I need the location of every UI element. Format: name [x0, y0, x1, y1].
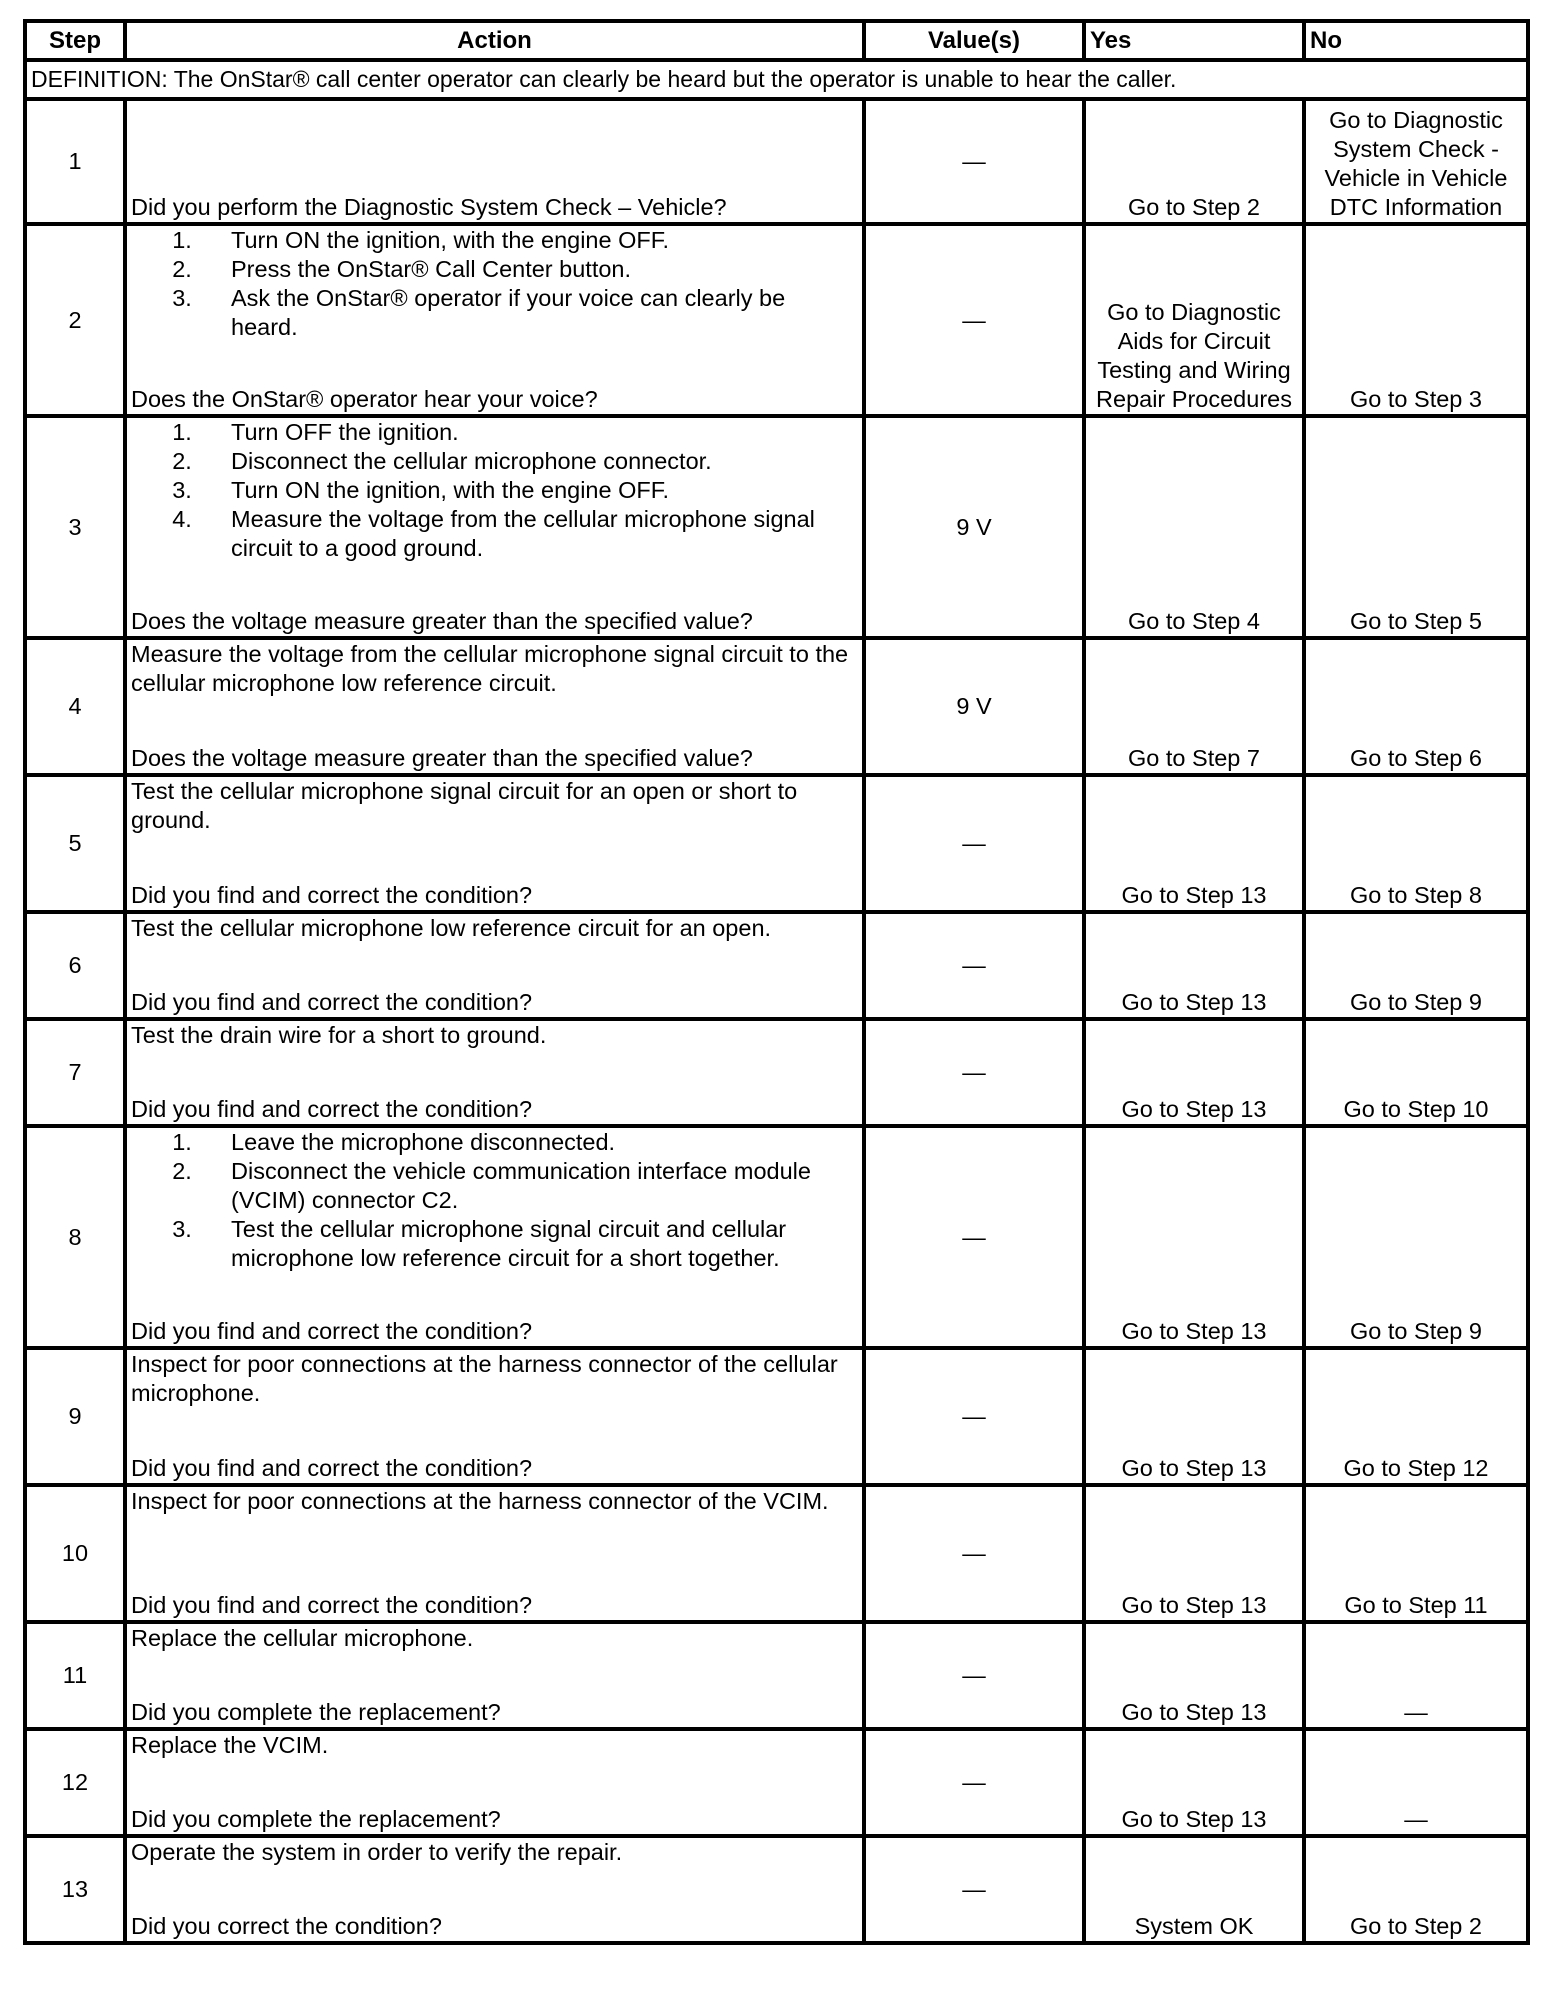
- value-cell: 9 V: [864, 638, 1084, 775]
- yes-cell: Go to Step 13: [1084, 912, 1304, 1019]
- value-cell: —: [864, 1729, 1084, 1836]
- action-question: Did you complete the replacement?: [131, 1806, 501, 1832]
- action-cell: [125, 1348, 864, 1485]
- action-instructions: [131, 640, 858, 698]
- yes-cell: Go to Step 13: [1084, 1729, 1304, 1836]
- table-row: [25, 224, 1528, 416]
- yes-cell: Go to Step 2: [1084, 99, 1304, 224]
- table-row: [25, 1348, 1528, 1485]
- action-list-item: 3. Turn ON the ignition, with the engine OFF.: [231, 476, 858, 505]
- yes-cell: Go to Step 13: [1084, 1485, 1304, 1622]
- action-list-item: 2. Press the OnStar® Call Center button.: [231, 255, 858, 284]
- action-content: [131, 101, 858, 222]
- action-cell: [125, 416, 864, 638]
- value-cell: —: [864, 1348, 1084, 1485]
- yes-cell: Go to Step 7: [1084, 638, 1304, 775]
- action-list-item: 2. Disconnect the vehicle communication interface module (VCIM) connector C2.: [231, 1157, 858, 1215]
- step-number: 3: [25, 416, 125, 638]
- no-cell: Go to Step 9: [1304, 1126, 1528, 1348]
- action-instructions: [131, 1350, 858, 1408]
- action-cell: [125, 1622, 864, 1729]
- no-cell: —: [1304, 1729, 1528, 1836]
- no-cell: Go to Step 9: [1304, 912, 1528, 1019]
- action-cell: [125, 1729, 864, 1836]
- table-row: [25, 1126, 1528, 1348]
- step-number: 8: [25, 1126, 125, 1348]
- value-cell: —: [864, 1019, 1084, 1126]
- step-number: 4: [25, 638, 125, 775]
- value-cell: —: [864, 1622, 1084, 1729]
- value-cell: —: [864, 99, 1084, 224]
- action-list-item: 1. Turn OFF the ignition.: [231, 418, 858, 447]
- table-row: [25, 1019, 1528, 1126]
- no-cell: —: [1304, 1622, 1528, 1729]
- action-cell: [125, 1126, 864, 1348]
- action-content: [131, 1128, 858, 1346]
- action-cell: [125, 224, 864, 416]
- no-cell: Go to Diagnostic System Check - Vehicle in Vehicle DTC Information: [1304, 99, 1528, 224]
- action-intro: Operate the system in order to verify the repair.: [131, 1839, 623, 1865]
- step-number: 7: [25, 1019, 125, 1126]
- action-intro: Replace the cellular microphone.: [131, 1625, 474, 1651]
- table-row: [25, 775, 1528, 912]
- yes-cell: Go to Step 13: [1084, 1348, 1304, 1485]
- value-cell: —: [864, 1836, 1084, 1943]
- action-question: Did you complete the replacement?: [131, 1699, 501, 1725]
- action-list-item: 4. Measure the voltage from the cellular microphone signal circuit to a good ground.: [231, 505, 858, 563]
- action-instructions: [131, 226, 858, 342]
- definition-row: [25, 60, 1528, 99]
- action-cell: [125, 912, 864, 1019]
- action-content: [131, 1731, 858, 1834]
- value-cell: —: [864, 775, 1084, 912]
- value-cell: —: [864, 224, 1084, 416]
- action-instructions: [131, 1128, 858, 1273]
- action-cell: [125, 638, 864, 775]
- action-instructions: [131, 1624, 858, 1653]
- yes-cell: Go to Step 13: [1084, 1622, 1304, 1729]
- action-intro: Test the drain wire for a short to ground.: [131, 1022, 547, 1048]
- step-number: 5: [25, 775, 125, 912]
- action-intro: Replace the VCIM.: [131, 1732, 329, 1758]
- step-number: 6: [25, 912, 125, 1019]
- action-list: [131, 226, 858, 342]
- action-instructions: [131, 777, 858, 835]
- action-question: Did you find and correct the condition?: [131, 882, 533, 908]
- yes-cell: Go to Step 13: [1084, 775, 1304, 912]
- action-content: [131, 226, 858, 414]
- action-instructions: [131, 1021, 858, 1050]
- action-question: Did you find and correct the condition?: [131, 1455, 533, 1481]
- action-content: [131, 1624, 858, 1727]
- value-cell: —: [864, 912, 1084, 1019]
- no-cell: Go to Step 3: [1304, 224, 1528, 416]
- header-no: No: [1304, 21, 1528, 60]
- value-cell: —: [864, 1126, 1084, 1348]
- header-yes: Yes: [1084, 21, 1304, 60]
- header-step: Step: [25, 21, 125, 60]
- action-question: Did you perform the Diagnostic System Check – Vehicle?: [131, 194, 727, 220]
- action-content: [131, 640, 858, 773]
- header-row: [25, 21, 1528, 60]
- step-number: 9: [25, 1348, 125, 1485]
- action-list-item: 1. Turn ON the ignition, with the engine OFF.: [231, 226, 858, 255]
- no-cell: Go to Step 10: [1304, 1019, 1528, 1126]
- no-cell: Go to Step 6: [1304, 638, 1528, 775]
- action-instructions: [131, 1838, 858, 1867]
- step-number: 2: [25, 224, 125, 416]
- step-number: 13: [25, 1836, 125, 1943]
- table-row: [25, 416, 1528, 638]
- action-content: [131, 914, 858, 1017]
- step-number: 10: [25, 1485, 125, 1622]
- yes-cell: Go to Diagnostic Aids for Circuit Testing and Wiring Repair Procedures: [1084, 224, 1304, 416]
- table-row: [25, 1622, 1528, 1729]
- action-question: Did you find and correct the condition?: [131, 1592, 533, 1618]
- yes-cell: Go to Step 13: [1084, 1126, 1304, 1348]
- header-values: Value(s): [864, 21, 1084, 60]
- action-intro: Test the cellular microphone low reference circuit for an open.: [131, 915, 772, 941]
- table-row: [25, 1729, 1528, 1836]
- action-content: [131, 1487, 858, 1620]
- action-list-item: 3. Ask the OnStar® operator if your voice can clearly be heard.: [231, 284, 858, 342]
- yes-cell: Go to Step 4: [1084, 416, 1304, 638]
- action-instructions: [131, 914, 858, 943]
- action-intro: Inspect for poor connections at the harness connector of the VCIM.: [131, 1488, 829, 1514]
- action-list: [131, 418, 858, 563]
- step-number: 12: [25, 1729, 125, 1836]
- action-intro: Test the cellular microphone signal circuit for an open or short to ground.: [131, 778, 798, 833]
- step-number: 1: [25, 99, 125, 224]
- table-row: [25, 638, 1528, 775]
- action-content: [131, 1350, 858, 1483]
- action-list: [131, 1128, 858, 1273]
- table-row: [25, 912, 1528, 1019]
- action-cell: [125, 1019, 864, 1126]
- action-question: Did you find and correct the condition?: [131, 1318, 533, 1344]
- action-instructions: [131, 418, 858, 563]
- action-content: [131, 418, 858, 636]
- no-cell: Go to Step 5: [1304, 416, 1528, 638]
- action-question: Did you find and correct the condition?: [131, 989, 533, 1015]
- table-row: [25, 99, 1528, 224]
- value-cell: —: [864, 1485, 1084, 1622]
- action-list-item: 2. Disconnect the cellular microphone connector.: [231, 447, 858, 476]
- diagnostic-table: [23, 19, 1530, 1945]
- yes-cell: System OK: [1084, 1836, 1304, 1943]
- action-question: Did you find and correct the condition?: [131, 1096, 533, 1122]
- action-question: Does the OnStar® operator hear your voice?: [131, 386, 598, 412]
- action-list-item: 3. Test the cellular microphone signal circuit and cellular microphone low reference circuit for a short together.: [231, 1215, 858, 1273]
- header-action: Action: [125, 21, 864, 60]
- action-content: [131, 777, 858, 910]
- action-cell: [125, 775, 864, 912]
- action-content: [131, 1838, 858, 1941]
- action-intro: Inspect for poor connections at the harness connector of the cellular microphone.: [131, 1351, 838, 1406]
- no-cell: Go to Step 11: [1304, 1485, 1528, 1622]
- action-instructions: [131, 1487, 858, 1516]
- no-cell: Go to Step 12: [1304, 1348, 1528, 1485]
- step-number: 11: [25, 1622, 125, 1729]
- action-content: [131, 1021, 858, 1124]
- action-cell: [125, 1485, 864, 1622]
- action-cell: [125, 99, 864, 224]
- definition-text: DEFINITION: The OnStar® call center operator can clearly be heard but the operator is unable to hear the caller.: [25, 60, 1528, 99]
- yes-cell: Go to Step 13: [1084, 1019, 1304, 1126]
- action-cell: [125, 1836, 864, 1943]
- action-instructions: [131, 1731, 858, 1760]
- action-question: Did you correct the condition?: [131, 1913, 442, 1939]
- action-question: Does the voltage measure greater than the specified value?: [131, 745, 753, 771]
- action-question: Does the voltage measure greater than the specified value?: [131, 608, 753, 634]
- no-cell: Go to Step 2: [1304, 1836, 1528, 1943]
- table-row: [25, 1836, 1528, 1943]
- no-cell: Go to Step 8: [1304, 775, 1528, 912]
- table-row: [25, 1485, 1528, 1622]
- action-list-item: 1. Leave the microphone disconnected.: [231, 1128, 858, 1157]
- action-intro: Measure the voltage from the cellular microphone signal circuit to the cellular microphone low reference circuit.: [131, 641, 849, 696]
- value-cell: 9 V: [864, 416, 1084, 638]
